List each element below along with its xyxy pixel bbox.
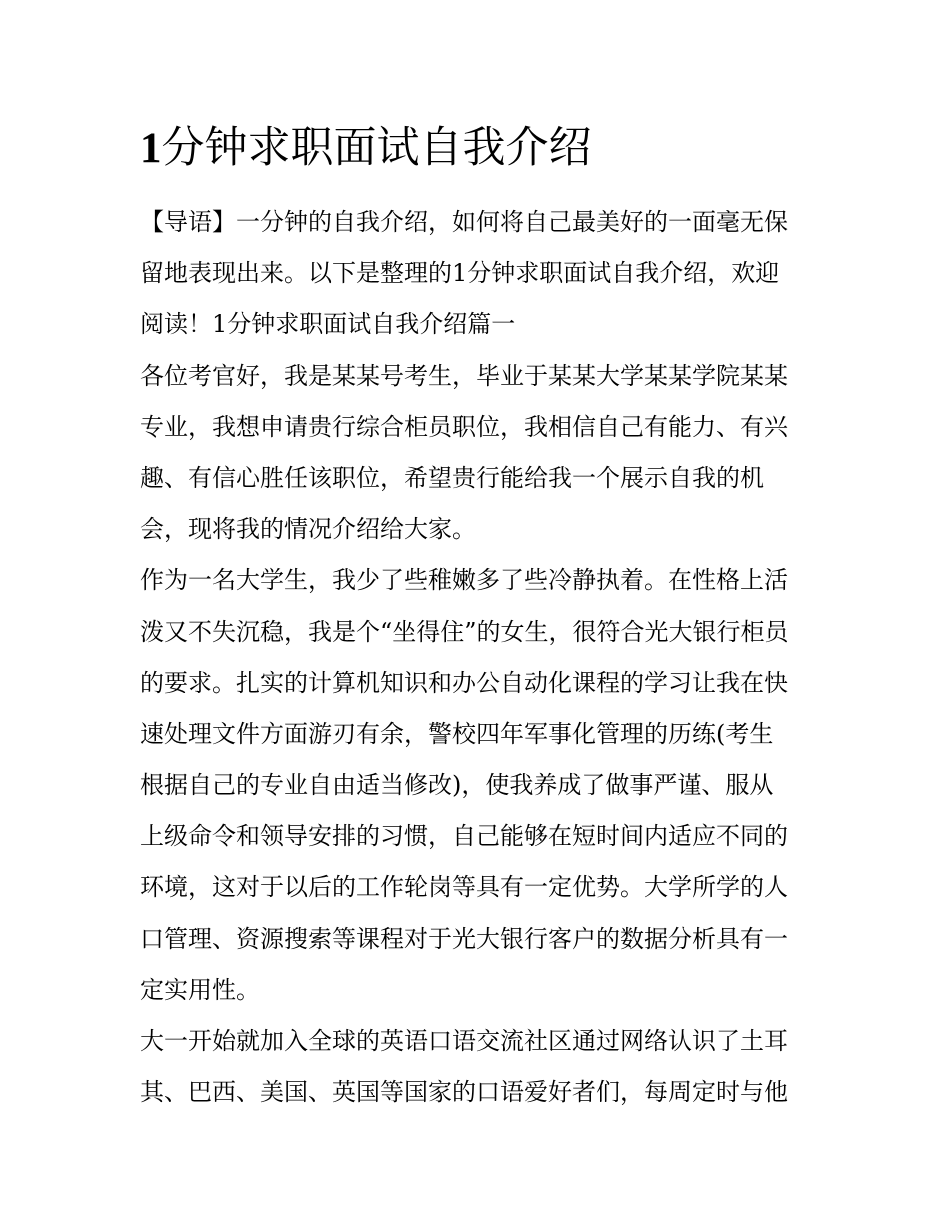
text-line: 会，现将我的情况介绍给大家。 — [140, 515, 476, 544]
text-line: 泼又不失沉稳，我是个“坐得住”的女生，很符合光大银行柜员 — [140, 617, 789, 646]
text-line: 【导语】一分钟的自我介绍，如何将自己最美好的一面毫无保 — [140, 208, 788, 236]
title-text: 分钟求职面试自我介绍 — [161, 123, 592, 173]
text-line: 其、巴西、美国、英国等国家的口语爱好者们，每周定时与他 — [140, 1078, 788, 1107]
text-line: 专业，我想申请贵行综合柜员职位，我相信自己有能力、有兴 — [140, 412, 788, 441]
body-text — [140, 197, 820, 1118]
text-line: 口管理、资源搜索等课程对于光大银行客户的数据分析具有一 — [140, 924, 788, 953]
text-line: 阅读！1分钟求职面试自我介绍篇一 — [140, 310, 516, 339]
text-line: 各位考官好，我是某某号考生，毕业于某某大学某某学院某某 — [140, 361, 788, 390]
text-line: 留地表现出来。以下是整理的1分钟求职面试自我介绍，欢迎 — [140, 259, 780, 288]
text-line: 的要求。扎实的计算机知识和办公自动化课程的学习让我在快 — [140, 668, 788, 697]
text-line: 定实用性。 — [140, 975, 260, 1004]
text-line: 作为一名大学生，我少了些稚嫩多了些冷静执着。在性格上活 — [140, 566, 788, 595]
text-line: 速处理文件方面游刃有余，警校四年军事化管理的历练(考生 — [140, 719, 774, 748]
text-line: 根据自己的专业自由适当修改)，使我养成了做事严谨、服从 — [140, 771, 774, 800]
page-title — [140, 118, 592, 179]
text-line: 趣、有信心胜任该职位，希望贵行能给我一个展示自我的机 — [140, 463, 764, 492]
title-number: 1 — [140, 125, 162, 172]
text-line: 上级命令和领导安排的习惯，自己能够在短时间内适应不同的 — [140, 822, 788, 851]
text-line: 环境，这对于以后的工作轮岗等具有一定优势。大学所学的人 — [140, 873, 788, 902]
text-line: 大一开始就加入全球的英语口语交流社区通过网络认识了土耳 — [140, 1027, 788, 1055]
